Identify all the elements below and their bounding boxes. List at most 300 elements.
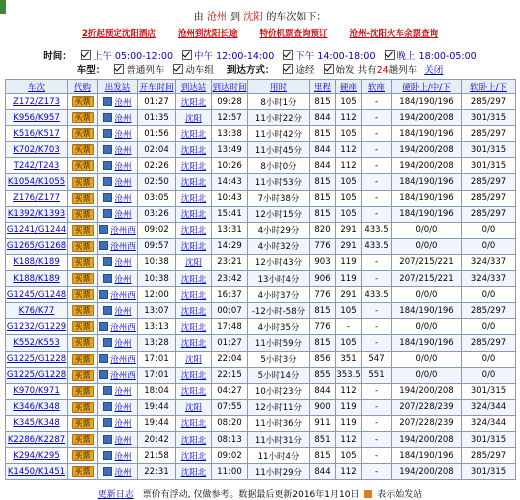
cell-duration: 4小时35分 — [248, 319, 310, 335]
arrive-origin-checkbox[interactable] — [324, 64, 334, 74]
table-row — [6, 222, 516, 238]
cell-arrive-station — [176, 142, 212, 158]
train-number-link[interactable]: K956/K957 — [13, 112, 60, 123]
cell-arrive-time: 14:29 — [212, 238, 248, 254]
cell-arrive-station — [176, 287, 212, 303]
arrive-station-link[interactable]: 沈阳北 — [180, 322, 207, 333]
time-noon-label: 中午 12:00-14:00 — [194, 51, 275, 62]
cell-hard-sleeper: 184/190/196 — [392, 174, 462, 190]
cell-hard-seat: 112 — [336, 431, 362, 447]
footer-note: 票价有浮动, 仅做参考。数据最后更新2016年1月10日 — [142, 490, 360, 500]
header-depart-time[interactable]: 开车时间 — [138, 80, 176, 94]
cell-duration: 13小时4分 — [248, 271, 310, 287]
train-number-link[interactable]: K516/K517 — [13, 128, 60, 139]
depart-station-link[interactable]: 沧州 — [114, 451, 132, 462]
cell-arrive-time: 08:20 — [212, 415, 248, 431]
close-filter-link[interactable]: 关闭 — [424, 65, 444, 76]
depart-station-link[interactable]: 沧州 — [114, 258, 132, 269]
cell-depart-time: 17:01 — [138, 367, 176, 383]
cell-distance: 844 — [310, 142, 336, 158]
title-to-city: 沈阳 — [243, 12, 264, 23]
cell-hard-seat: 291 — [336, 238, 362, 254]
time-evening-checkbox[interactable] — [385, 50, 395, 60]
cell-arrive-station — [176, 254, 212, 270]
cell-buy — [68, 110, 98, 126]
time-afternoon-checkbox[interactable] — [283, 50, 293, 60]
cell-hard-sleeper: 184/190/196 — [392, 448, 462, 464]
cell-train-no — [6, 254, 68, 270]
depart-station-link[interactable]: 沧州 — [114, 435, 132, 446]
cell-arrive-station — [176, 271, 212, 287]
buy-ticket-button[interactable]: 买票 — [72, 289, 94, 300]
depart-station-link[interactable]: 沧州西 — [110, 355, 136, 366]
buy-ticket-button[interactable]: 买票 — [72, 354, 94, 365]
type-filter-label: 车型： — [76, 65, 106, 76]
station-icon — [99, 354, 108, 363]
cell-depart-station — [98, 222, 138, 238]
depart-station-link[interactable]: 沧州西 — [110, 290, 136, 301]
train-number-link[interactable]: K188/K189 — [13, 257, 60, 268]
arrive-station-link[interactable]: 沈阳 — [184, 403, 202, 414]
depart-station-link[interactable]: 沧州 — [114, 161, 132, 172]
cell-arrive-time: 10:26 — [212, 158, 248, 174]
cell-arrive-station — [176, 110, 212, 126]
train-number-link[interactable]: K1392/K1393 — [7, 209, 66, 220]
buy-ticket-button[interactable]: 买票 — [72, 402, 94, 413]
cell-hard-sleeper: 0/0/0 — [392, 222, 462, 238]
arrive-station-link[interactable]: 沈阳北 — [180, 210, 207, 221]
buy-ticket-button[interactable]: 买票 — [72, 128, 94, 139]
cell-train-no — [6, 415, 68, 431]
table-header-row — [6, 80, 516, 94]
cell-soft-seat: - — [362, 335, 392, 351]
cell-hard-seat: 119 — [336, 254, 362, 270]
station-icon — [103, 402, 112, 411]
depart-station-link[interactable]: 沧州 — [114, 145, 132, 156]
cell-hard-seat: 105 — [336, 206, 362, 222]
type-normal-label: 普通列车 — [126, 65, 165, 76]
arrive-station-link[interactable]: 沈阳北 — [180, 194, 207, 205]
promo-links — [0, 27, 520, 39]
arrive-station-link[interactable]: 沈阳北 — [180, 467, 207, 478]
train-number-link[interactable]: K294/K295 — [13, 450, 60, 461]
cell-soft-sleeper: 285/297 — [462, 335, 516, 351]
table-row — [6, 367, 516, 383]
depart-station-link[interactable]: 沧州 — [114, 467, 132, 478]
cell-depart-station — [98, 271, 138, 287]
cell-arrive-station — [176, 94, 212, 110]
cell-distance: 776 — [310, 287, 336, 303]
station-icon — [99, 225, 108, 234]
cell-train-no — [6, 303, 68, 319]
cell-buy — [68, 126, 98, 142]
cell-duration: 8小时0分 — [248, 158, 310, 174]
time-noon-checkbox[interactable] — [182, 50, 192, 60]
cell-duration: 7小时38分 — [248, 190, 310, 206]
train-number-link[interactable]: K552/K553 — [13, 337, 60, 348]
arrive-station-link[interactable]: 沈阳北 — [180, 274, 207, 285]
header-distance[interactable]: 里程 — [310, 80, 336, 94]
cell-distance: 815 — [310, 303, 336, 319]
cell-arrive-time: 10:43 — [212, 190, 248, 206]
type-filter-row — [0, 62, 520, 76]
cell-train-no — [6, 464, 68, 480]
train-number-link[interactable]: K346/K348 — [13, 402, 60, 413]
arrive-station-link[interactable]: 沈阳北 — [180, 178, 207, 189]
table-row — [6, 415, 516, 431]
cell-depart-time: 09:57 — [138, 238, 176, 254]
train-number-link[interactable]: K702/K703 — [13, 144, 60, 155]
depart-station-link[interactable]: 沧州西 — [110, 226, 136, 237]
buy-ticket-button[interactable]: 买票 — [72, 337, 94, 348]
cell-buy — [68, 271, 98, 287]
arrive-origin-label: 始发 — [335, 65, 355, 76]
cell-soft-sleeper: 301/315 — [462, 383, 516, 399]
cell-hard-sleeper: 194/200/208 — [392, 431, 462, 447]
cell-arrive-time: 09:28 — [212, 94, 248, 110]
train-number-link[interactable]: K1450/K1451 — [7, 466, 66, 477]
buy-ticket-button[interactable]: 买票 — [72, 321, 94, 332]
cell-soft-sleeper: 285/297 — [462, 190, 516, 206]
depart-station-link[interactable]: 沧州 — [114, 129, 132, 140]
table-row — [6, 351, 516, 367]
train-table — [5, 79, 516, 480]
cell-duration: 12小时43分 — [248, 254, 310, 270]
depart-station-link[interactable]: 沧州 — [114, 97, 132, 108]
cell-distance: 856 — [310, 351, 336, 367]
cell-soft-seat: - — [362, 448, 392, 464]
cell-arrive-time: 12:57 — [212, 110, 248, 126]
depart-station-link[interactable]: 沧州西 — [110, 371, 136, 382]
cell-arrive-station — [176, 448, 212, 464]
cell-arrive-time: 13:38 — [212, 126, 248, 142]
cell-distance: 855 — [310, 367, 336, 383]
cell-hard-sleeper: 184/190/196 — [392, 335, 462, 351]
header-buy[interactable]: 代购 — [68, 80, 98, 94]
depart-station-link[interactable]: 沧州 — [114, 210, 132, 221]
depart-station-link[interactable]: 沧州西 — [110, 322, 136, 333]
cell-duration: 11小时59分 — [248, 335, 310, 351]
depart-station-link[interactable]: 沧州 — [114, 403, 132, 414]
cell-soft-sleeper: 285/297 — [462, 303, 516, 319]
arrive-station-link[interactable]: 沈阳北 — [180, 419, 207, 430]
cell-buy — [68, 174, 98, 190]
arrive-station-link[interactable]: 沈阳北 — [180, 290, 207, 301]
type-emu-label: 动车组 — [185, 65, 214, 76]
table-row — [6, 399, 516, 415]
cell-buy — [68, 303, 98, 319]
cell-soft-seat: - — [362, 271, 392, 287]
cell-distance: 820 — [310, 222, 336, 238]
cell-arrive-time: 09:02 — [212, 448, 248, 464]
train-count: 24 — [376, 65, 389, 76]
cell-buy — [68, 142, 98, 158]
cell-arrive-time: 15:41 — [212, 206, 248, 222]
cell-duration: 11小时22分 — [248, 110, 310, 126]
cell-hard-seat: - — [336, 319, 362, 335]
buy-ticket-button[interactable]: 买票 — [72, 450, 94, 461]
buy-ticket-button[interactable]: 买票 — [72, 209, 94, 220]
cell-hard-sleeper: 0/0/0 — [392, 319, 462, 335]
train-number-link[interactable]: Z176/Z177 — [13, 193, 60, 204]
cell-depart-station — [98, 287, 138, 303]
cell-train-no — [6, 222, 68, 238]
cell-buy — [68, 464, 98, 480]
buy-ticket-button[interactable]: 买票 — [72, 241, 94, 252]
cell-soft-seat: - — [362, 415, 392, 431]
cell-hard-sleeper: 194/200/208 — [392, 383, 462, 399]
cell-train-no — [6, 448, 68, 464]
depart-station-link[interactable]: 沧州西 — [110, 242, 136, 253]
cell-buy — [68, 351, 98, 367]
buy-ticket-button[interactable]: 买票 — [72, 144, 94, 155]
header-arrive-time[interactable]: 到达时间 — [212, 80, 248, 94]
cell-distance: 903 — [310, 254, 336, 270]
cell-hard-seat: 351 — [336, 351, 362, 367]
header-depart-station[interactable]: 出发站 — [98, 80, 138, 94]
table-row — [6, 206, 516, 222]
header-soft-sleeper[interactable]: 软卧上/下 — [462, 80, 516, 94]
cell-soft-sleeper: 324/344 — [462, 415, 516, 431]
cell-soft-seat: - — [362, 190, 392, 206]
cell-soft-seat: - — [362, 254, 392, 270]
cell-arrive-time: 22:15 — [212, 367, 248, 383]
cell-hard-seat: 119 — [336, 271, 362, 287]
station-icon — [103, 418, 112, 427]
cell-hard-seat: 291 — [336, 222, 362, 238]
promo-link-flight[interactable]: 特价机票查询预订 — [259, 29, 328, 39]
arrive-station-link[interactable]: 沈阳北 — [180, 306, 207, 317]
cell-distance: 815 — [310, 94, 336, 110]
train-number-link[interactable]: G1241/G1244 — [6, 225, 67, 236]
cell-buy — [68, 222, 98, 238]
cell-depart-time: 02:26 — [138, 158, 176, 174]
cell-arrive-time: 00:07 — [212, 303, 248, 319]
cell-duration: 11小时36分 — [248, 415, 310, 431]
buy-ticket-button[interactable]: 买票 — [72, 225, 94, 236]
cell-buy — [68, 287, 98, 303]
cell-depart-time: 09:02 — [138, 222, 176, 238]
buy-ticket-button[interactable]: 买票 — [72, 418, 94, 429]
cell-duration: 11小时53分 — [248, 174, 310, 190]
depart-station-link[interactable]: 沧州 — [114, 113, 132, 124]
depart-station-link[interactable]: 沧州 — [114, 387, 132, 398]
cell-arrive-station — [176, 431, 212, 447]
cell-soft-sleeper: 324/337 — [462, 271, 516, 287]
depart-station-link[interactable]: 沧州 — [114, 338, 132, 349]
cell-distance: 844 — [310, 464, 336, 480]
cell-hard-seat: 112 — [336, 110, 362, 126]
type-emu-checkbox[interactable] — [173, 64, 183, 74]
count-suffix: 趟列车 — [388, 65, 418, 76]
train-number-link[interactable]: K970/K971 — [13, 386, 60, 397]
buy-ticket-button[interactable]: 买票 — [72, 193, 94, 204]
cell-distance: 815 — [310, 126, 336, 142]
cell-depart-station — [98, 383, 138, 399]
cell-soft-sleeper: 0/0 — [462, 222, 516, 238]
arrive-station-link[interactable]: 沈阳北 — [180, 129, 207, 140]
cell-soft-seat: 551 — [362, 367, 392, 383]
train-number-link[interactable]: G1225/G1228 — [6, 354, 67, 365]
cell-soft-seat: - — [362, 142, 392, 158]
cell-duration: 5小时14分 — [248, 367, 310, 383]
buy-ticket-button[interactable]: 买票 — [72, 466, 94, 477]
cell-soft-seat: - — [362, 431, 392, 447]
depart-station-link[interactable]: 沧州 — [114, 274, 132, 285]
promo-link-bus[interactable]: 沧州到沈阳长途 — [177, 29, 238, 39]
buy-ticket-button[interactable]: 买票 — [72, 386, 94, 397]
cell-buy — [68, 367, 98, 383]
buy-ticket-button[interactable]: 买票 — [72, 273, 94, 284]
cell-train-no — [6, 271, 68, 287]
cell-hard-seat: 112 — [336, 383, 362, 399]
cell-arrive-time: 14:43 — [212, 174, 248, 190]
cell-hard-sleeper: 0/0/0 — [392, 238, 462, 254]
cell-soft-seat: - — [362, 399, 392, 415]
depart-station-link[interactable]: 沧州 — [114, 194, 132, 205]
train-number-link[interactable]: K345/K348 — [13, 418, 60, 429]
arrive-station-link[interactable]: 沈阳北 — [180, 435, 207, 446]
type-normal-checkbox[interactable] — [114, 64, 124, 74]
train-number-link[interactable]: G1232/G1229 — [6, 321, 67, 332]
train-number-link[interactable]: K76/K77 — [18, 305, 55, 316]
cell-distance: 776 — [310, 238, 336, 254]
buy-ticket-button[interactable]: 买票 — [72, 305, 94, 316]
cell-distance: 815 — [310, 174, 336, 190]
arrive-station-link[interactable]: 沈阳北 — [180, 338, 207, 349]
cell-duration: 5小时3分 — [248, 351, 310, 367]
arrive-station-link[interactable]: 沈阳北 — [180, 161, 207, 172]
cell-soft-sleeper: 301/315 — [462, 142, 516, 158]
buy-ticket-button[interactable]: 买票 — [72, 434, 94, 445]
cell-distance: 844 — [310, 158, 336, 174]
cell-hard-seat: 105 — [336, 303, 362, 319]
cell-arrive-time: 16:37 — [212, 287, 248, 303]
train-number-link[interactable]: K2286/K2287 — [7, 434, 66, 445]
table-row — [6, 158, 516, 174]
cell-buy — [68, 206, 98, 222]
cell-duration: 4小时29分 — [248, 222, 310, 238]
station-icon — [103, 209, 112, 218]
header-train-no[interactable]: 车次 — [6, 80, 68, 94]
header-soft-seat[interactable]: 软座 — [362, 80, 392, 94]
cell-train-no — [6, 94, 68, 110]
arrive-station-link[interactable]: 沈阳北 — [180, 371, 207, 382]
cell-arrive-time: 13:31 — [212, 222, 248, 238]
update-log-link[interactable]: 更新日志 — [97, 490, 134, 500]
cell-hard-sleeper: 184/190/196 — [392, 206, 462, 222]
header-hard-sleeper[interactable]: 硬卧上/中/下 — [392, 80, 462, 94]
arrive-station-link[interactable]: 沈阳北 — [180, 97, 207, 108]
arrive-filter-label: 到达方式： — [226, 65, 275, 76]
cell-hard-seat: 105 — [336, 174, 362, 190]
station-icon — [103, 177, 112, 186]
cell-train-no — [6, 142, 68, 158]
cell-distance: 776 — [310, 319, 336, 335]
cell-arrive-time: 22:04 — [212, 351, 248, 367]
arrive-station-link[interactable]: 沈阳 — [184, 258, 202, 269]
cell-depart-station — [98, 303, 138, 319]
train-number-link[interactable]: G1265/G1268 — [6, 241, 67, 252]
header-duration[interactable]: 用时 — [248, 80, 310, 94]
depart-station-link[interactable]: 沧州 — [114, 306, 132, 317]
train-number-link[interactable]: G1245/G1248 — [6, 289, 67, 300]
cell-train-no — [6, 431, 68, 447]
header-hard-seat[interactable]: 硬座 — [336, 80, 362, 94]
cell-depart-time: 13:28 — [138, 335, 176, 351]
cell-soft-sleeper: 0/0 — [462, 238, 516, 254]
cell-soft-sleeper: 0/0 — [462, 319, 516, 335]
time-morning-checkbox[interactable] — [81, 50, 91, 60]
table-row — [6, 174, 516, 190]
buy-ticket-button[interactable]: 买票 — [72, 370, 94, 381]
buy-ticket-button[interactable]: 买票 — [72, 96, 94, 107]
arrive-station-link[interactable]: 沈阳北 — [180, 451, 207, 462]
buy-ticket-button[interactable]: 买票 — [72, 177, 94, 188]
train-number-link[interactable]: T242/T243 — [13, 160, 60, 171]
cell-soft-sleeper: 285/297 — [462, 94, 516, 110]
arrive-station-link[interactable]: 沈阳北 — [180, 226, 207, 237]
train-number-link[interactable]: K1054/K1055 — [7, 177, 66, 188]
cell-soft-sleeper: 301/315 — [462, 431, 516, 447]
title-prefix: 由 — [193, 12, 204, 23]
cell-depart-station — [98, 448, 138, 464]
train-number-link[interactable]: G1225/G1228 — [6, 370, 67, 381]
count-prefix: 共有 — [357, 65, 377, 76]
promo-link-tickets[interactable]: 沧州-沈阳火车余票查询 — [349, 29, 438, 39]
cell-distance: 815 — [310, 335, 336, 351]
cell-soft-sleeper: 324/337 — [462, 254, 516, 270]
cell-depart-station — [98, 158, 138, 174]
cell-soft-seat: - — [362, 383, 392, 399]
arrive-station-link[interactable]: 沈阳北 — [180, 242, 207, 253]
cell-hard-sleeper: 194/200/208 — [392, 464, 462, 480]
page-title — [0, 8, 520, 23]
arrive-station-link[interactable]: 沈阳 — [184, 355, 202, 366]
cell-distance: 815 — [310, 190, 336, 206]
cell-hard-sleeper: 207/215/221 — [392, 271, 462, 287]
header-arrive-station[interactable]: 到达站 — [176, 80, 212, 94]
cell-train-no — [6, 206, 68, 222]
cell-hard-sleeper: 184/190/196 — [392, 190, 462, 206]
station-icon — [103, 306, 112, 315]
table-row — [6, 142, 516, 158]
arrive-via-checkbox[interactable] — [283, 64, 293, 74]
cell-soft-seat: - — [362, 110, 392, 126]
arrive-station-link[interactable]: 沈阳 — [184, 113, 202, 124]
train-number-link[interactable]: K188/K189 — [13, 273, 60, 284]
promo-link-hotel[interactable]: 2折起预定沈阳酒店 — [82, 29, 156, 39]
time-filter-row — [0, 48, 520, 62]
table-row — [6, 287, 516, 303]
table-row — [6, 448, 516, 464]
buy-ticket-button[interactable]: 买票 — [72, 160, 94, 171]
cell-soft-sleeper: 324/344 — [462, 399, 516, 415]
arrive-station-link[interactable]: 沈阳北 — [180, 387, 207, 398]
cell-depart-station — [98, 335, 138, 351]
depart-station-link[interactable]: 沧州 — [114, 178, 132, 189]
train-table-body — [6, 94, 516, 480]
cell-soft-sleeper: 0/0 — [462, 351, 516, 367]
cell-depart-time: 17:01 — [138, 351, 176, 367]
cell-depart-station — [98, 206, 138, 222]
buy-ticket-button[interactable]: 买票 — [72, 257, 94, 268]
train-number-link[interactable]: Z172/Z173 — [13, 96, 60, 107]
cell-buy — [68, 383, 98, 399]
arrive-station-link[interactable]: 沈阳北 — [180, 145, 207, 156]
buy-ticket-button[interactable]: 买票 — [72, 112, 94, 123]
depart-station-link[interactable]: 沧州 — [114, 419, 132, 430]
